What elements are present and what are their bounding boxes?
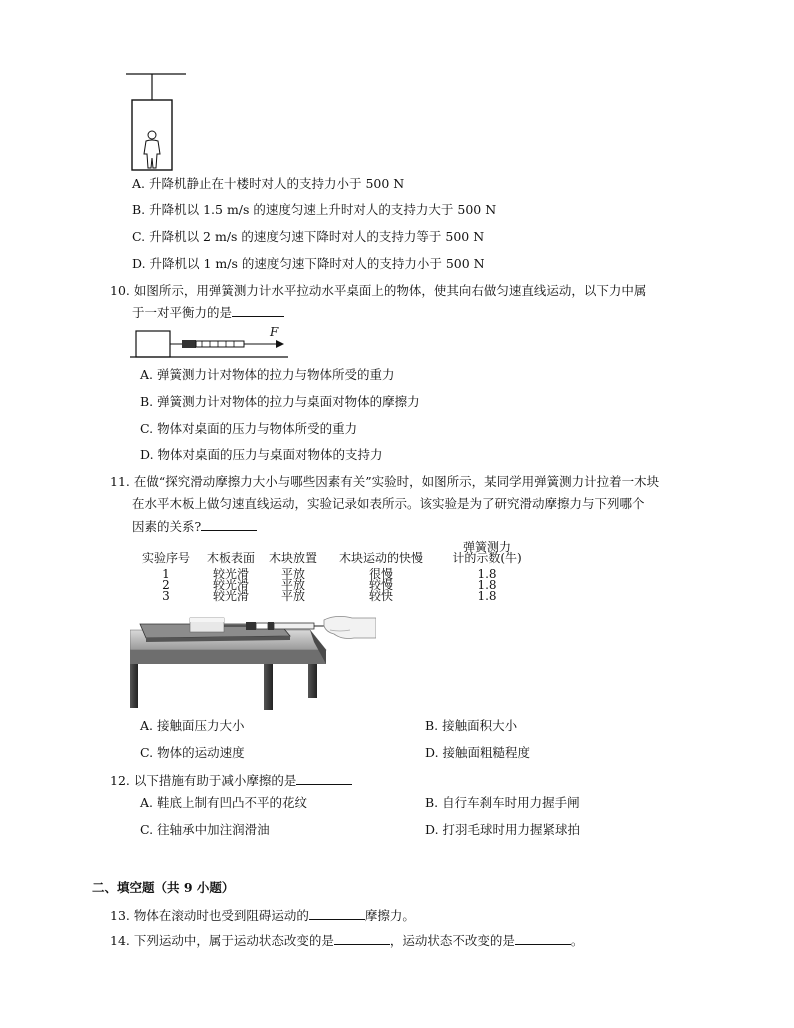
q10-option-a: A. 弹簧测力计对物体的拉力与物体所受的重力 <box>140 367 395 382</box>
q9-option-c: C. 升降机以 2 m/s 的速度匀速下降时对人的支持力等于 500 N <box>132 229 485 244</box>
table-cell: 1.8 <box>477 589 497 603</box>
q10-option-c: C. 物体对桌面的压力与物体所受的重力 <box>140 421 358 436</box>
table-cell: 平放 <box>280 578 305 592</box>
q11-stem-line3: 因素的关系? <box>132 518 257 535</box>
table-header-line: 弹簧测力 <box>462 540 511 554</box>
q10-answer-blank[interactable] <box>232 304 284 317</box>
q13-answer-blank[interactable] <box>309 907 365 920</box>
q11-stem-line2: 在水平木板上做匀速直线运动，实验记录如表所示。该实验是为了研究滑动摩擦力与下列哪个 <box>132 496 645 511</box>
table-cell: 很慢 <box>368 567 393 581</box>
q11-option-a: A. 接触面压力大小 <box>140 718 245 733</box>
q11-data-table <box>132 542 536 602</box>
friction-apparatus-figure <box>130 612 376 712</box>
q11-option-d: D. 接触面粗糙程度 <box>425 745 531 760</box>
table-row <box>132 564 536 580</box>
table-header: 木板表面 <box>206 551 255 565</box>
table-row <box>132 580 536 591</box>
table-cell: 较光滑 <box>212 589 249 603</box>
table-cell: 1 <box>162 567 170 581</box>
q10-option-d: D. 物体对桌面的压力与桌面对物体的支持力 <box>140 447 383 462</box>
q10-stem-line1: 10. 如图所示，用弹簧测力计水平拉动水平桌面上的物体，使其向右做匀速直线运动，以下力中属 <box>110 283 647 298</box>
q12-option-c: C. 往轴承中加注润滑油 <box>140 822 270 837</box>
table-header: 木块放置 <box>268 551 317 565</box>
table-header: 实验序号 <box>141 551 190 565</box>
q10-stem-line2: 于一对平衡力的是 <box>132 304 284 321</box>
q13-stem: 13. 物体在滚动时也受到阻碍运动的 摩擦力。 <box>110 908 415 923</box>
table-cell: 3 <box>162 589 170 603</box>
q11-option-c: C. 物体的运动速度 <box>140 745 245 760</box>
q12-option-a: A. 鞋底上制有凹凸不平的花纹 <box>140 795 307 810</box>
q9-option-d: D. 升降机以 1 m/s 的速度匀速下降时对人的支持力小于 500 N <box>132 256 485 271</box>
q9-option-b: B. 升降机以 1.5 m/s 的速度匀速上升时对人的支持力大于 500 N <box>132 202 497 217</box>
table-header-line: 计的示数(牛) <box>452 551 522 565</box>
q14-stem: 14. 下列运动中，属于运动状态改变的是 ，运动状态不改变的是 。 <box>110 933 584 948</box>
table-cell: 平放 <box>280 589 305 603</box>
elevator-figure <box>124 68 190 172</box>
q14-answer-blank-2[interactable] <box>515 932 571 945</box>
table-cell: 较快 <box>368 589 393 603</box>
table-cell: 较光滑 <box>212 578 249 592</box>
q11-answer-blank[interactable] <box>201 518 257 531</box>
q11-option-b: B. 接触面积大小 <box>425 718 518 733</box>
table-cell: 1.8 <box>477 578 497 592</box>
table-cell: 较光滑 <box>212 567 249 581</box>
table-row <box>132 591 536 602</box>
table-cell: 较慢 <box>368 578 393 592</box>
table-header: 木块运动的快慢 <box>338 551 423 565</box>
table-cell: 1.8 <box>477 567 497 581</box>
q12-stem: 12. 以下措施有助于减小摩擦的是 <box>110 772 352 789</box>
table-cell: 平放 <box>280 567 305 581</box>
force-f-label: F <box>270 325 279 339</box>
q11-stem-line1: 11. 在做“探究滑动摩擦力大小与哪些因素有关”实验时，如图所示，某同学用弹簧测力计拉着一木块 <box>110 474 660 489</box>
q12-answer-blank[interactable] <box>296 772 352 785</box>
spring-scale-figure <box>130 324 290 360</box>
table-header-reading <box>438 542 536 564</box>
section-title: 二、填空题（共 9 小题） <box>92 880 235 895</box>
q9-option-a: A. 升降机静止在十楼时对人的支持力小于 500 N <box>132 176 405 191</box>
q14-answer-blank-1[interactable] <box>334 932 390 945</box>
table-cell: 2 <box>162 578 170 592</box>
q10-option-b: B. 弹簧测力计对物体的拉力与桌面对物体的摩擦力 <box>140 394 420 409</box>
q12-option-b: B. 自行车刹车时用力握手闸 <box>425 795 580 810</box>
q12-option-d: D. 打羽毛球时用力握紧球拍 <box>425 822 581 837</box>
